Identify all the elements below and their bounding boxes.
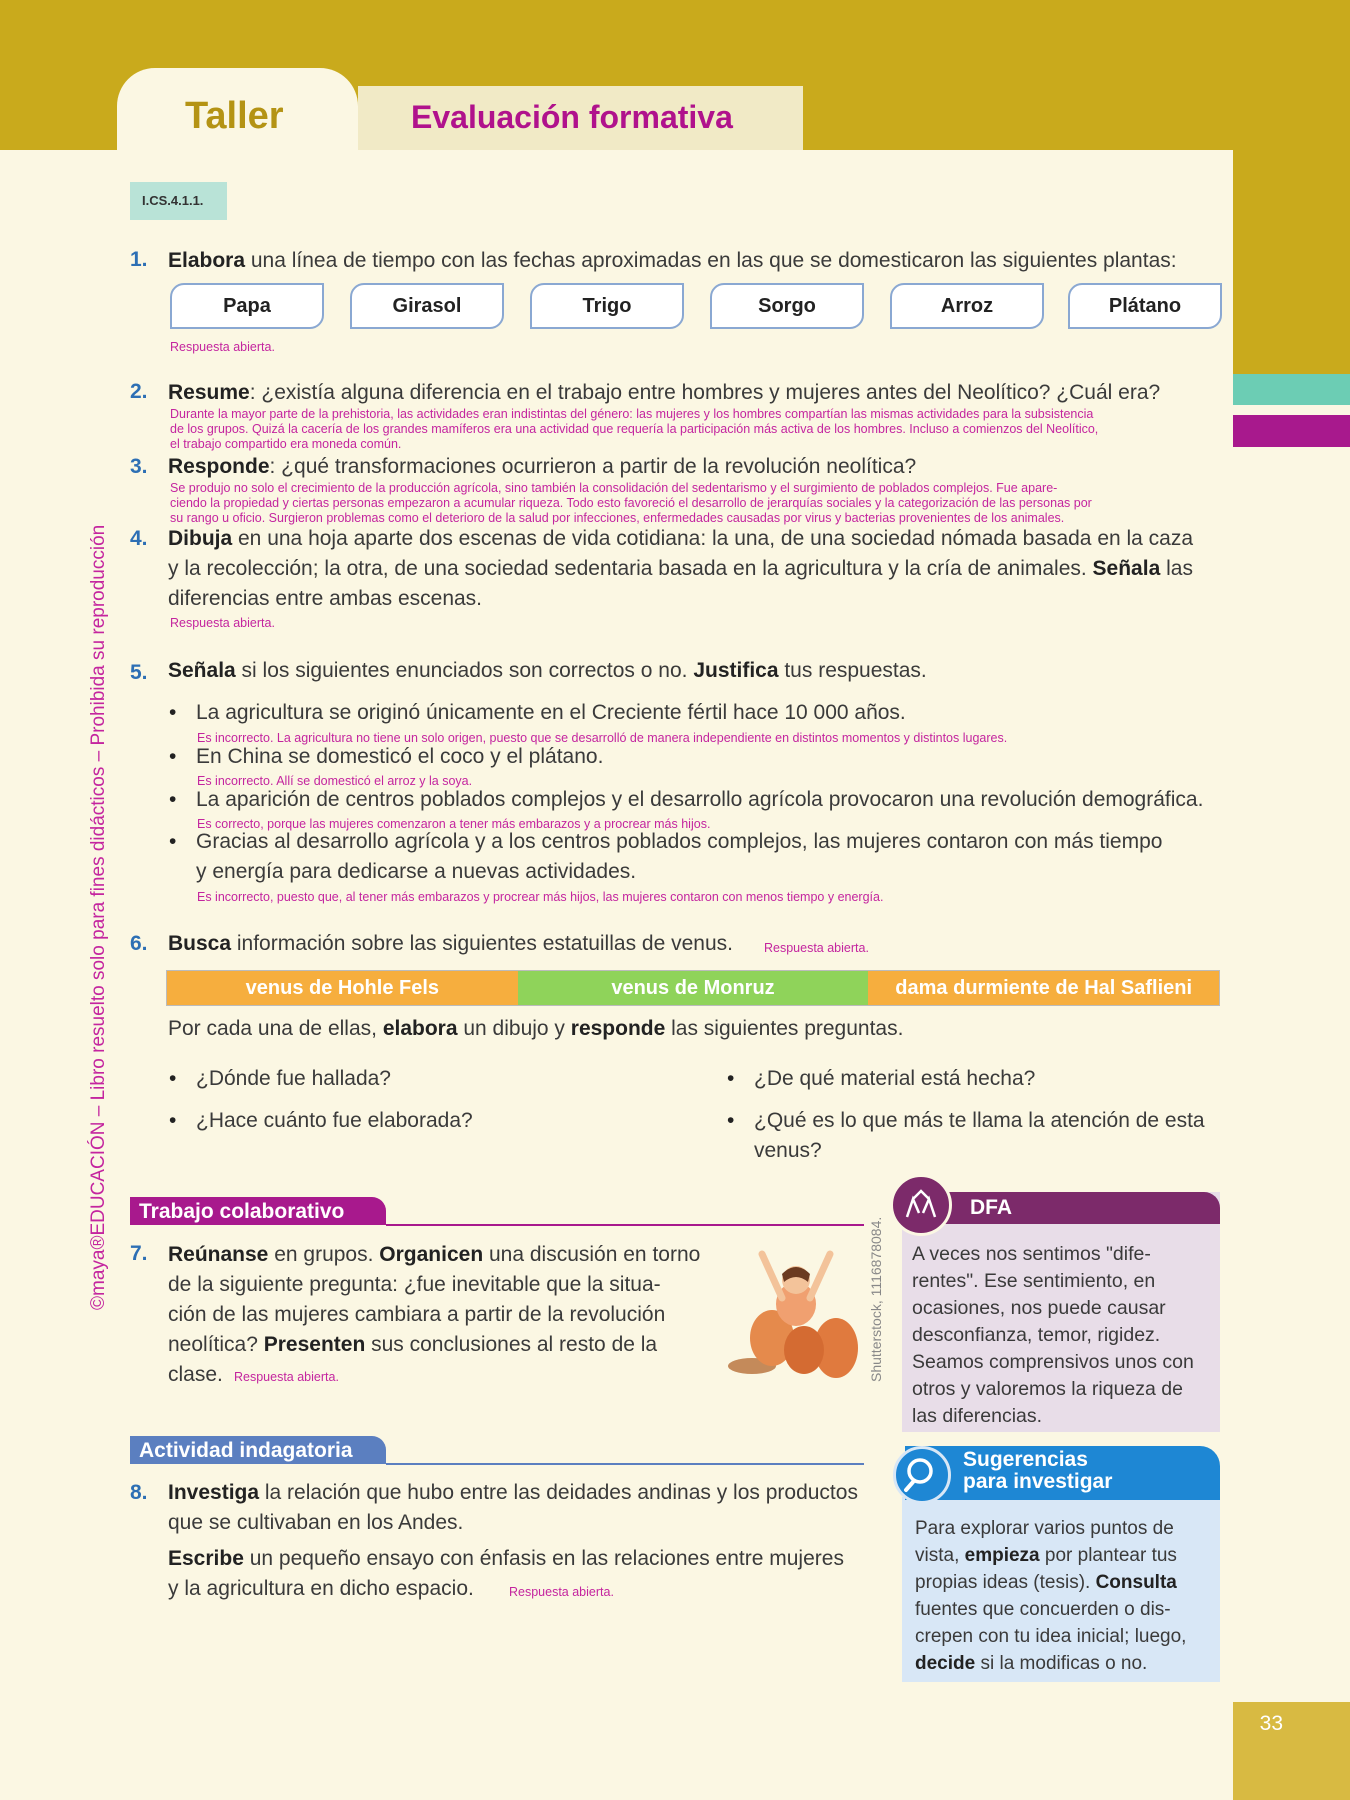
q5-item: • La agricultura se originó únicamente en el Creciente fértil hace 10 000 años.	[196, 698, 906, 728]
q5-item: • Gracias al desarrollo agrícola y a los centros poblados complejos, las mujeres contaron con más tiempo y energía para dedicarse a nuevas actividades.	[196, 827, 1162, 887]
teal-marker	[1233, 374, 1350, 405]
right-margin-band	[1233, 150, 1350, 375]
plant-box: Plátano	[1068, 283, 1222, 329]
evaluacion-tab	[358, 86, 803, 150]
page-number: 33	[1259, 1712, 1283, 1735]
skill-code-badge: I.CS.4.1.1.	[130, 182, 227, 220]
q7-answer: Respuesta abierta.	[234, 1370, 339, 1384]
neolithic-woman-illustration	[724, 1238, 862, 1384]
q5-item: • En China se domesticó el coco y el plátano.	[196, 742, 603, 772]
q8-answer: Respuesta abierta.	[509, 1585, 614, 1599]
q7-number: 7.	[130, 1242, 148, 1265]
magenta-marker	[1233, 415, 1350, 447]
q6-number: 6.	[130, 932, 148, 955]
q6-question: • ¿Hace cuánto fue elaborada?	[196, 1106, 473, 1136]
q4-number: 4.	[130, 527, 148, 550]
q4-text: Dibuja en una hoja aparte dos escenas de vida cotidiana: la una, de una sociedad nómada basada en la caza y la recolección; la otra, de una sociedad sedentaria basada en la agricultura y la cría de animales. Señala las diferencias entre ambas escenas.	[168, 527, 1194, 610]
q2-number: 2.	[130, 380, 148, 403]
q5-number: 5.	[130, 661, 148, 684]
dfa-text: A veces nos sentimos "dife- rentes". Ese sentimiento, en ocasiones, nos puede causar desconfianza, temor, rigidez. Seamos comprensivos unos con otros y valoremos la riqueza de las diferencias.	[912, 1243, 1194, 1427]
q7-text: Reúnanse en grupos. Organicen una discusión en torno de la siguiente pregunta: ¿fue inevitable que la situa- ción de las mujeres cambiara a partir de la revolución neolítica? Presenten sus conclusiones al resto de la clase.	[168, 1243, 701, 1386]
plant-box: Girasol	[350, 283, 504, 329]
q6-subtext: Por cada una de ellas, elabora un dibujo y responde las siguientes preguntas.	[168, 1017, 904, 1040]
q4-answer: Respuesta abierta.	[170, 616, 275, 630]
section-divider	[386, 1463, 864, 1465]
plant-box: Trigo	[530, 283, 684, 329]
q5-item-answer: Es incorrecto. La agricultura no tiene un solo origen, puesto que se desarrolló de manera independiente en distintos momentos y distintos lugares.	[197, 731, 1008, 745]
trabajo-colaborativo-header: Trabajo colaborativo	[130, 1197, 386, 1225]
sugerencias-title: Sugerencias para investigar	[963, 1448, 1113, 1493]
q8-number: 8.	[130, 1481, 148, 1504]
taller-tab	[117, 68, 358, 158]
section-divider	[386, 1224, 864, 1226]
plant-box: Papa	[170, 283, 324, 329]
q5-item-answer: Es incorrecto. Allí se domesticó el arroz y la soya.	[197, 774, 473, 788]
q5-item-answer: Es incorrecto, puesto que, al tener más embarazos y procrear más hijos, las mujeres contaron con menos tiempo y energía.	[197, 890, 884, 904]
q1-number: 1.	[130, 248, 148, 271]
q5-item-answer: Es correcto, porque las mujeres comenzaron a tener más embarazos y a procrear más hijos.	[197, 817, 711, 831]
q8-text: Investiga la relación que hubo entre las deidades andinas y los productos que se cultivaban en los Andes. Escribe un pequeño ensayo con énfasis en las relaciones entre mujeres y la agricultura en dicho espacio.	[168, 1481, 858, 1600]
q3-text: Responde: ¿qué transformaciones ocurrieron a partir de la revolución neolítica?	[168, 455, 917, 478]
dfa-title: DFA	[970, 1196, 1012, 1219]
venus-cell: dama durmiente de Hal Saflieni	[868, 971, 1219, 1005]
q6-question: • ¿Dónde fue hallada?	[196, 1064, 391, 1094]
q5-item: • La aparición de centros poblados complejos y el desarrollo agrícola provocaron una revolución demográfica.	[196, 785, 1203, 815]
image-credit: Shutterstock, 1116878084.	[868, 1216, 884, 1382]
actividad-indagatoria-header: Actividad indagatoria	[130, 1436, 386, 1464]
venus-cell: venus de Monruz	[518, 971, 869, 1005]
q6-answer: Respuesta abierta.	[764, 941, 869, 955]
plant-box: Arroz	[890, 283, 1044, 329]
q3-answer: Se produjo no solo el crecimiento de la producción agrícola, sino también la consolidación del sedentarismo y el surgimiento de poblados complejos. Fue apare- ciendo la propiedad y ciertas personas empezaron a acumular riqueza. Todo esto favoreció el desarrollo de jerarquías sociales y la categorización de las personas por su rango u oficio. Surgieron problemas como el deterioro de la salud por infecciones, enfermedades causadas por virus y bacterias provenientes de los animales.	[170, 481, 1092, 525]
venus-cell: venus de Hohle Fels	[167, 971, 518, 1005]
q6-question: • ¿De qué material está hecha?	[754, 1064, 1035, 1094]
q1-text: Elabora una línea de tiempo con las fechas aproximadas en las que se domesticaron las siguientes plantas:	[168, 249, 1177, 272]
q5-text: Señala si los siguientes enunciados son correctos o no. Justifica tus respuestas.	[168, 659, 927, 682]
sugerencias-text: Para explorar varios puntos de vista, empieza por plantear tus propias ideas (tesis). Consulta fuentes que concuerden o dis- crepen con tu idea inicial; luego, decide si la modificas o no.	[915, 1518, 1187, 1674]
q6-question: • ¿Qué es lo que más te llama la atención de esta venus?	[754, 1106, 1205, 1166]
q2-text: Resume: ¿existía alguna diferencia en el trabajo entre hombres y mujeres antes del Neolítico? ¿Cuál era?	[168, 381, 1161, 404]
venus-table	[166, 970, 1220, 1006]
q6-text: Busca información sobre las siguientes estatuillas de venus.	[168, 932, 733, 955]
q2-answer: Durante la mayor parte de la prehistoria, las actividades eran indistintas del género: las mujeres y los hombres compartían las mismas actividades para la subsistencia de los grupos. Quizá la cacería de los grandes mamíferos era una actividad que requería la participación más activa de los hombres. Incluso a comienzos del Neolítico, el trabajo compartido era moneda común.	[170, 407, 1099, 451]
evaluacion-title: Evaluación formativa	[411, 99, 733, 135]
q1-answer: Respuesta abierta.	[170, 340, 275, 354]
copyright-side-text: ©maya®EDUCACIÓN – Libro resuelto solo para fines didácticos – Prohibida su reproducción	[88, 524, 109, 1310]
hands-icon	[890, 1174, 952, 1236]
magnifier-icon	[893, 1446, 951, 1504]
taller-title: Taller	[185, 95, 284, 137]
plant-box: Sorgo	[710, 283, 864, 329]
q3-number: 3.	[130, 455, 148, 478]
